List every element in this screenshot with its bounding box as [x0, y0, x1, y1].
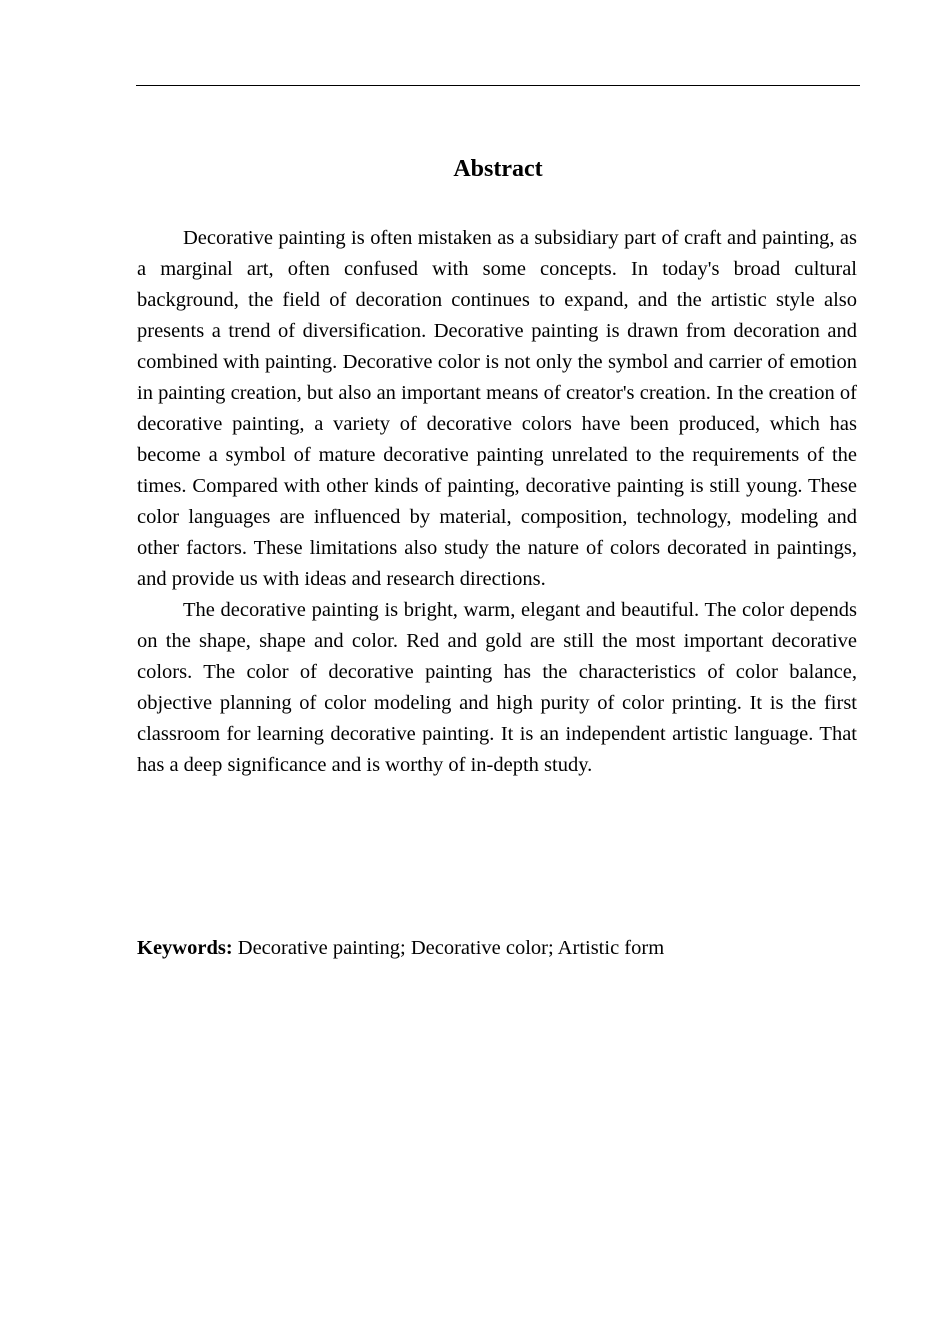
abstract-body: [137, 223, 857, 781]
abstract-paragraph-1: Decorative painting is often mistaken as a subsidiary part of craft and painting, as a marginal art, often confused with some concepts. In today's broad cultural background, the field of decoration continues to expand, and the artistic style also presents a trend of diversification. Decorative painting is drawn from decoration and combined with painting. Decorative color is not only the symbol and carrier of emotion in painting creation, but also an important means of creator's creation. In the creation of decorative painting, a variety of decorative colors have been produced, which has become a symbol of mature decorative painting unrelated to the requirements of the times. Compared with other kinds of painting, decorative painting is still young. These color languages are influenced by material, composition, technology, modeling and other factors. These limitations also study the nature of colors decorated in paintings, and provide us with ideas and research directions.: [137, 227, 857, 590]
header-rule: [136, 85, 860, 86]
keywords-line: [137, 933, 857, 964]
keywords-values: Decorative painting; Decorative color; Artistic form: [232, 937, 665, 959]
keywords-label: Keywords:: [137, 937, 233, 959]
page-title: Abstract: [453, 156, 543, 182]
abstract-paragraph-2: The decorative painting is bright, warm, elegant and beautiful. The color depends on the shape, shape and color. Red and gold are still the most important decorative colors. The color of decorative painting has the characteristics of color balance, objective planning of color modeling and high purity of color printing. It is the first classroom for learning decorative painting. It is an independent artistic language. That has a deep significance and is worthy of in-depth study.: [137, 599, 857, 776]
